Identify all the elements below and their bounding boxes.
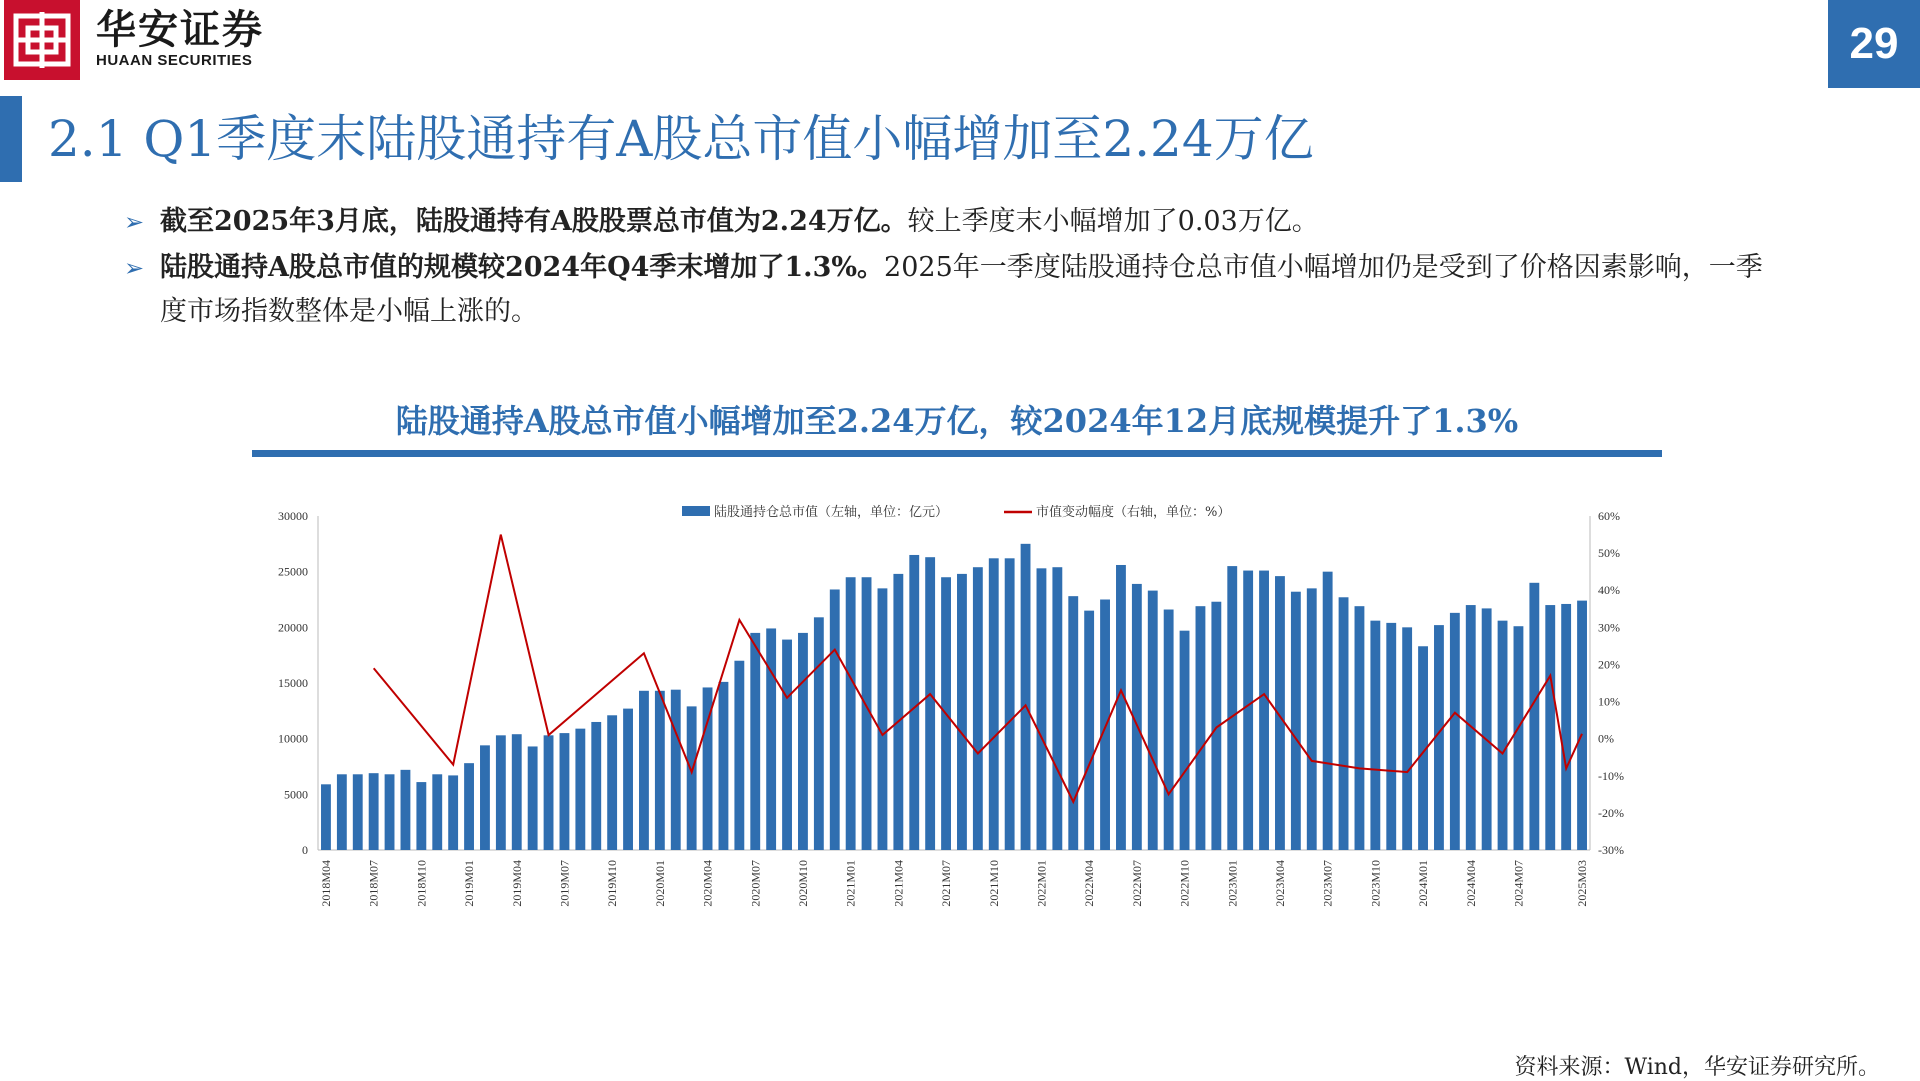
x-tick-label: 2023M10 xyxy=(1368,860,1383,907)
combo-chart xyxy=(252,490,1652,950)
bar xyxy=(1052,567,1062,850)
bar xyxy=(639,691,649,850)
right-tick-label: 40% xyxy=(1598,583,1620,598)
bar xyxy=(798,633,808,850)
bar xyxy=(607,715,617,850)
bar xyxy=(1577,601,1587,850)
bar xyxy=(1196,606,1206,850)
x-tick-label: 2023M07 xyxy=(1320,860,1335,907)
bar xyxy=(432,774,442,850)
x-tick-label: 2021M07 xyxy=(939,860,954,907)
bar xyxy=(1084,611,1094,850)
bar xyxy=(766,628,776,850)
x-tick-label: 2021M04 xyxy=(891,860,906,907)
bar xyxy=(512,734,522,850)
x-tick-label: 2025M03 xyxy=(1575,860,1590,907)
bar xyxy=(1291,592,1301,850)
bar xyxy=(1164,610,1174,850)
bullet-2-bold: 陆股通持A股总市值的规模较2024年Q4季末增加了1.3%。 xyxy=(160,252,885,283)
bar xyxy=(623,709,633,850)
bar xyxy=(1148,591,1158,850)
bar xyxy=(464,763,474,850)
left-tick-label: 30000 xyxy=(278,509,308,523)
right-tick-label: 50% xyxy=(1598,546,1620,561)
x-tick-label: 2019M10 xyxy=(605,860,620,907)
bar xyxy=(1323,572,1333,850)
bar xyxy=(1514,626,1524,850)
bar xyxy=(1100,600,1110,851)
x-tick-label: 2022M10 xyxy=(1177,860,1192,907)
slide-title: 2.1 Q1季度末陆股通持有A股总市值小幅增加至2.24万亿 xyxy=(48,110,1314,168)
x-tick-label: 2018M10 xyxy=(414,860,429,907)
bar xyxy=(353,774,363,850)
logo-icon xyxy=(12,10,72,70)
bar xyxy=(1180,631,1190,850)
legend-bar-label: 陆股通持仓总市值（左轴，单位：亿元） xyxy=(714,505,949,520)
x-tick-label: 2023M04 xyxy=(1272,860,1287,907)
chart-title: 陆股通持A股总市值小幅增加至2.24万亿，较2024年12月底规模提升了1.3% xyxy=(395,402,1519,440)
x-tick-label: 2019M01 xyxy=(462,860,477,907)
x-tick-label: 2020M10 xyxy=(795,860,810,907)
x-tick-label: 2020M04 xyxy=(700,860,715,907)
page-number: 29 xyxy=(1828,0,1920,88)
bar xyxy=(1037,568,1047,850)
chart-title-rule xyxy=(252,450,1662,457)
bar xyxy=(1005,558,1015,850)
left-tick-label: 5000 xyxy=(284,787,308,802)
bar xyxy=(734,661,744,850)
bar xyxy=(750,633,760,850)
left-tick-label: 15000 xyxy=(278,676,308,690)
right-tick-label: 30% xyxy=(1598,620,1620,635)
bar xyxy=(957,574,967,850)
bar xyxy=(830,589,840,850)
bar xyxy=(496,735,506,850)
bar xyxy=(893,574,903,850)
bar xyxy=(925,557,935,850)
logo-text xyxy=(96,8,264,69)
bar xyxy=(1227,566,1237,850)
bar xyxy=(719,682,729,850)
bar xyxy=(782,640,792,850)
bar xyxy=(385,774,395,850)
bar xyxy=(1529,583,1539,850)
legend-line-label: 市值变动幅度（右轴，单位：%） xyxy=(1036,505,1231,520)
bar xyxy=(1450,613,1460,850)
logo-en: HUAAN SECURITIES xyxy=(96,52,253,69)
x-tick-label: 2018M04 xyxy=(318,860,333,907)
right-tick-label: 10% xyxy=(1598,694,1620,709)
bar xyxy=(1355,606,1365,850)
left-tick-label: 10000 xyxy=(278,731,308,746)
bar xyxy=(1386,623,1396,850)
bar xyxy=(846,577,856,850)
logo-cn: 华安证券 xyxy=(96,6,264,53)
bar xyxy=(1561,604,1571,850)
bar xyxy=(1370,621,1380,850)
bullet-1-bold: 截至2025年3月底，陆股通持有A股股票总市值为2.24万亿。 xyxy=(160,206,908,237)
bar xyxy=(1545,605,1555,850)
x-tick-label: 2020M07 xyxy=(748,860,763,907)
bar xyxy=(989,558,999,850)
bar xyxy=(1339,597,1349,850)
bullet-2-text: 2025年一季度陆股通持仓总市值小幅增加仍是受到了价格因素影响，一季度市场指数整体是小幅上涨的。 xyxy=(160,252,1763,327)
arrow-bullet-icon: ➢ xyxy=(124,208,145,236)
legend-bar-swatch xyxy=(682,506,710,516)
bar xyxy=(1243,571,1253,850)
x-tick-label: 2022M01 xyxy=(1034,860,1049,907)
arrow-bullet-icon: ➢ xyxy=(124,254,145,282)
x-tick-label: 2021M01 xyxy=(843,860,858,907)
logo-mark xyxy=(4,0,80,80)
x-tick-label: 2019M07 xyxy=(557,860,572,907)
bar xyxy=(560,733,570,850)
bullet-2 xyxy=(124,246,1764,334)
bar xyxy=(575,729,585,850)
x-tick-label: 2024M07 xyxy=(1511,860,1526,907)
bar xyxy=(1021,544,1031,850)
bar xyxy=(544,735,554,850)
bullet-1-text: 较上季度末小幅增加了0.03万亿。 xyxy=(907,206,1319,237)
bar xyxy=(1307,588,1317,850)
bar xyxy=(416,782,426,850)
bar xyxy=(1259,571,1269,850)
x-tick-label: 2019M04 xyxy=(509,860,524,907)
right-tick-label: -10% xyxy=(1598,768,1624,783)
right-tick-label: -30% xyxy=(1598,843,1624,857)
bar xyxy=(878,588,888,850)
source-note: 资料来源：Wind，华安证券研究所。 xyxy=(1514,1055,1880,1080)
bar xyxy=(814,617,824,850)
bar xyxy=(528,746,538,850)
left-tick-label: 20000 xyxy=(278,620,308,635)
bar xyxy=(1498,621,1508,850)
bar xyxy=(909,555,919,850)
bar xyxy=(1116,565,1126,850)
bar xyxy=(448,775,458,850)
x-tick-label: 2020M01 xyxy=(652,860,667,907)
bar xyxy=(973,567,983,850)
title-accent-bar xyxy=(0,96,22,182)
bar xyxy=(1068,596,1078,850)
right-tick-label: -20% xyxy=(1598,805,1624,820)
right-tick-label: 60% xyxy=(1598,509,1620,523)
x-tick-label: 2018M07 xyxy=(366,860,381,907)
x-tick-label: 2024M04 xyxy=(1463,860,1478,907)
bar xyxy=(337,774,347,850)
bar xyxy=(401,770,411,850)
x-tick-label: 2023M01 xyxy=(1225,860,1240,907)
bar xyxy=(591,722,601,850)
right-tick-label: 0% xyxy=(1598,731,1614,746)
x-tick-label: 2022M04 xyxy=(1082,860,1097,907)
bar xyxy=(1482,608,1492,850)
bullet-list xyxy=(124,200,1764,336)
left-tick-label: 0 xyxy=(302,843,308,857)
bar xyxy=(687,706,697,850)
bar xyxy=(655,691,665,850)
left-tick-label: 25000 xyxy=(278,564,308,579)
bar xyxy=(480,745,490,850)
bar xyxy=(1402,627,1412,850)
bar xyxy=(671,690,681,850)
x-tick-label: 2021M10 xyxy=(986,860,1001,907)
right-tick-label: 20% xyxy=(1598,657,1620,672)
bullet-1 xyxy=(124,200,1764,244)
bar xyxy=(321,784,331,850)
bar xyxy=(369,773,379,850)
x-tick-label: 2022M07 xyxy=(1129,860,1144,907)
x-tick-label: 2024M01 xyxy=(1416,860,1431,907)
